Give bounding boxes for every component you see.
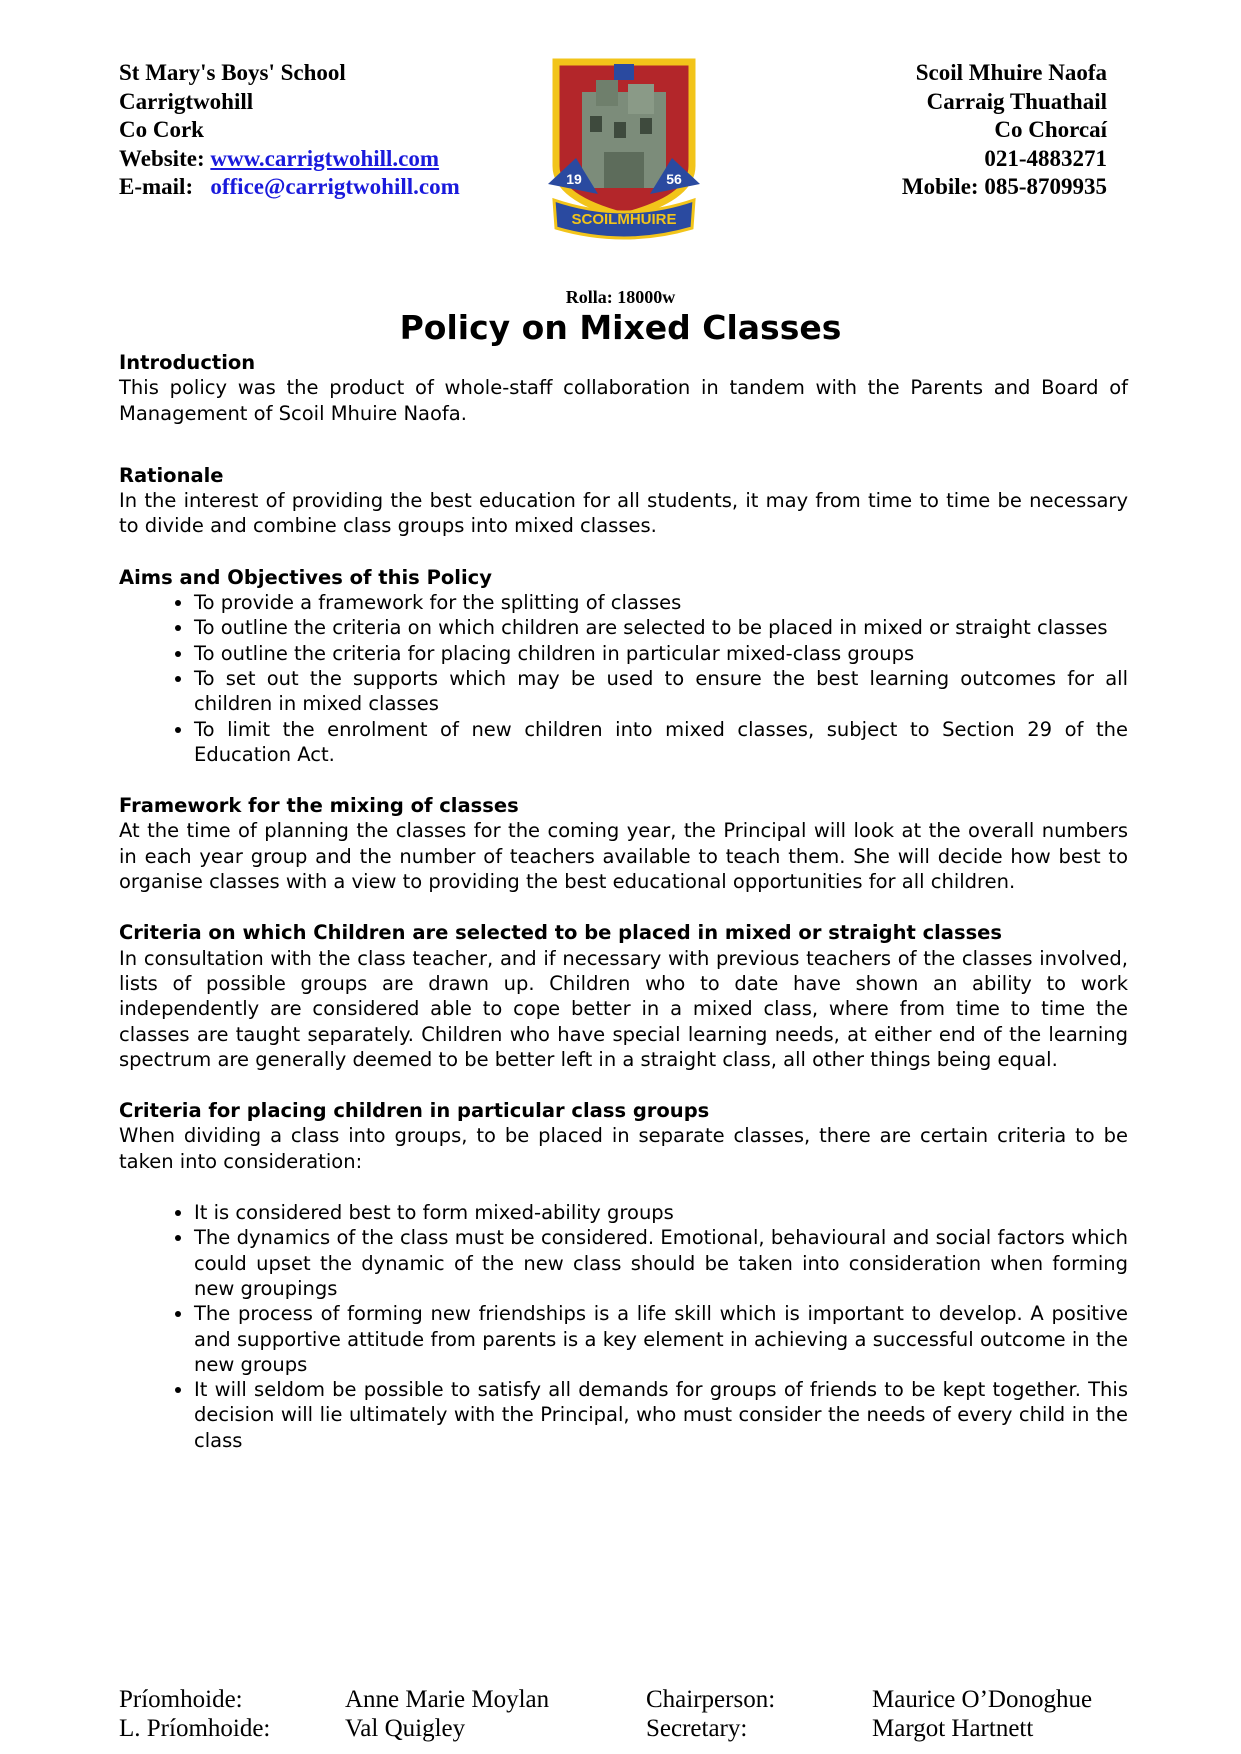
secretary-label: Secretary:	[646, 1715, 748, 1742]
list-item: • To outline the criteria on which children are selected to be placed in mixed or straight classes	[194, 615, 1128, 640]
letterhead-right	[902, 59, 1107, 202]
school-county: Co Cork	[119, 117, 204, 143]
school-name: St Mary's Boys' School	[119, 60, 346, 85]
deputy-name: Val Quigley	[345, 1715, 466, 1742]
secretary-name: Margot Hartnett	[872, 1715, 1034, 1742]
framework-text: At the time of planning the classes for the coming year, the Principal will look at the overall numbers in each year group and the number of teachers available to teach them. She will decide how best to organise classes with a view to providing the best educational opportunities for all children.	[119, 819, 1128, 894]
email-address[interactable]: office@carrigtwohill.com	[210, 174, 460, 200]
list-item: • To set out the supports which may be used to ensure the best learning outcomes for all children in mixed classes	[194, 666, 1128, 717]
placing-list	[119, 1200, 1128, 1453]
email-row	[119, 173, 460, 202]
selection-text: In consultation with the class teacher, and if necessary with previous teachers of the classes involved, lists of possible groups are drawn up. Children who to date have shown an ability to work independently are considered able to cope better in a mixed class, where from time to time the classes are taught separately. Children who have special learning needs, at either end of the learning spectrum are generally deemed to be better left in a straight class, all other things being equal.	[119, 946, 1128, 1071]
email-label: E-mail:	[119, 174, 194, 200]
phone-number: 021-4883271	[984, 145, 1107, 171]
list-item: • To outline the criteria for placing children in particular mixed-class groups	[194, 641, 1128, 666]
website-row	[119, 145, 460, 174]
placing-text: When dividing a class into groups, to be placed in separate classes, there are certain criteria to be taken into consideration:	[119, 1124, 1128, 1173]
list-item: • It is considered best to form mixed-ability groups	[194, 1200, 1128, 1225]
principal-name: Anne Marie Moylan	[345, 1686, 550, 1713]
chair-label: Chairperson:	[646, 1686, 776, 1713]
irish-town: Carraig Thuathail	[926, 88, 1107, 114]
intro-text: This policy was the product of whole-staff collaboration in tandem with the Parents and Board of Management of Scoil Mhuire Naofa.	[119, 376, 1128, 425]
irish-school-name: Scoil Mhuire Naofa	[915, 60, 1107, 85]
rationale-text: In the interest of providing the best education for all students, it may from time to time be necessary to divide and combine class groups into mixed classes.	[119, 489, 1128, 538]
rationale-heading: Rationale	[119, 463, 224, 487]
school-town: Carrigtwohill	[119, 88, 254, 114]
list-item: • To limit the enrolment of new children into mixed classes, subject to Section 29 of the Education Act.	[194, 717, 1128, 768]
website-link[interactable]: www.carrigtwohill.com	[210, 145, 440, 171]
intro-heading: Introduction	[119, 351, 256, 374]
crest-banner-text: SCOILMHUIRE	[571, 211, 677, 228]
deputy-label: L. Príomhoide:	[119, 1715, 271, 1742]
list-item: • The dynamics of the class must be considered. Emotional, behavioural and social factors which could upset the dynamic of the new class should be taken into consideration when forming new groupings	[194, 1225, 1128, 1301]
policy-body	[119, 350, 1128, 1453]
website-label: Website:	[119, 145, 205, 171]
list-item: • It will seldom be possible to satisfy all demands for groups of friends to be kept together. This decision will lie ultimately with the Principal, who must consider the needs of every child in the class	[194, 1377, 1128, 1453]
letterhead-left	[119, 59, 460, 202]
irish-county: Co Chorcaí	[994, 117, 1107, 143]
mobile-row	[902, 173, 1107, 202]
page-title: Policy on Mixed Classes	[399, 308, 842, 347]
crest-year-left: 19	[566, 171, 582, 187]
list-item: • To provide a framework for the splitting of classes	[194, 590, 1128, 615]
crest-year-right: 56	[666, 171, 682, 187]
aims-list	[119, 590, 1128, 767]
mobile-label: Mobile:	[901, 174, 979, 200]
list-item: • The process of forming new friendships is a life skill which is important to develop. A positive and supportive attitude from parents is a key element in achieving a successful outcome in the new groups	[194, 1301, 1128, 1377]
selection-heading: Criteria on which Children are selected to be placed in mixed or straight classes	[119, 921, 1003, 945]
aims-heading: Aims and Objectives of this Policy	[119, 565, 492, 589]
framework-heading: Framework for the mixing of classes	[119, 794, 519, 818]
placing-heading: Criteria for placing children in particular class groups	[119, 1099, 710, 1123]
mobile-number: 085-8709935	[984, 174, 1107, 200]
chair-name: Maurice O’Donoghue	[872, 1686, 1093, 1713]
roll-number: Rolla: 18000w	[565, 287, 676, 307]
principal-label: Príomhoide:	[119, 1686, 243, 1713]
school-crest-logo	[548, 56, 700, 240]
